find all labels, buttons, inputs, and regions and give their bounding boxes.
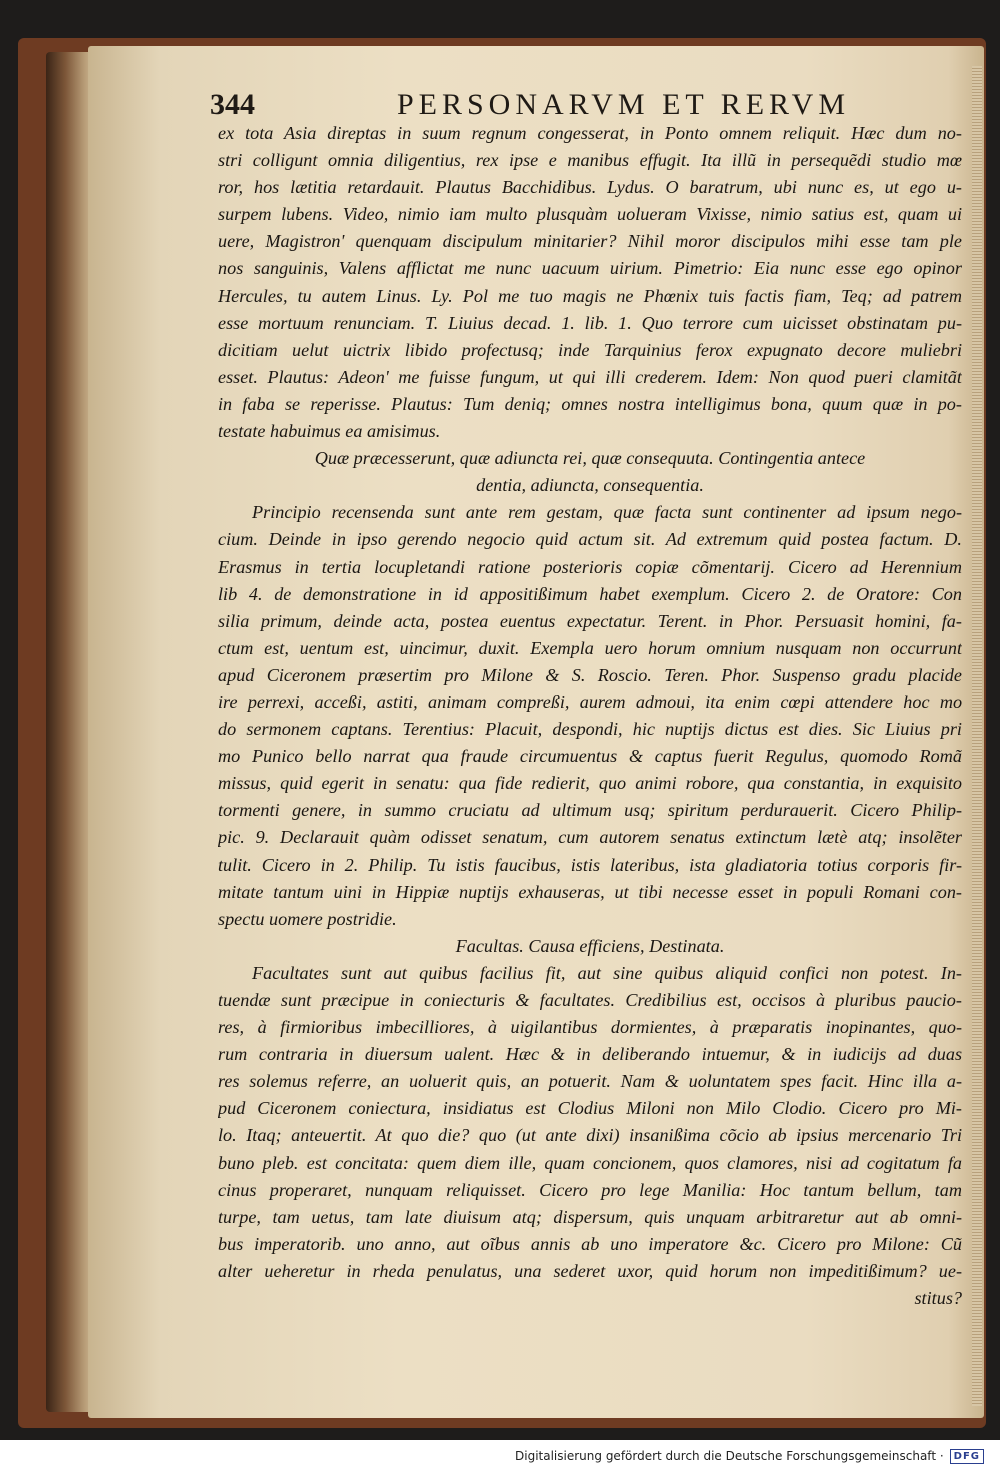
text-line: do sermonem captans. Terentius: Placuit, despondi, hic nuptijs dictus est dies. Sic Liuius pri [218,719,962,740]
text-line: ex tota Asia direptas in suum regnum congesserat, in Ponto omnem reliquit. Hæc dum no- [218,123,962,143]
text-line: Facultates sunt aut quibus facilius fit, aut sine quibus aliquid confici non potest. In- [252,962,962,983]
text-line: lo. Itaq; anteuertit. At quo die? quo (ut ante dixi) insanißima cõcio ab ipsius mercenario Tri [218,1125,962,1146]
text-line: apud Ciceronem præsertim pro Milone & S. Roscio. Teren. Phor. Suspenso gradu placide [218,664,962,685]
text-line: silia primum, deinde acta, postea euentus expectatur. Terent. in Phor. Persuasit homini, fa- [218,610,962,631]
footer-credit: Digitalisierung gefördert durch die Deutsche Forschungsgemeinschaft · [515,1449,944,1463]
text-line: lib 4. de demonstratione in id appositißimum habet exemplum. Cicero 2. de Oratore: Con [218,583,962,604]
text-line: Principio recensenda sunt ante rem gestam, quæ facta sunt continenter ad ipsum nego- [252,502,962,523]
running-head [210,88,850,122]
text-line: esse mortuum renunciam. T. Liuius decad. 1. lib. 1. Quo terrore cum uicisset obstinatam pu- [218,312,962,333]
text-line: res, à firmioribus imbecilliores, à uigilantibus dormientes, à præparatis inopinantes, quo- [218,1017,962,1038]
text-line: dicitiam uelut uictrix libido profectusq; inde Tarquinius ferox expugnato decore muliebri [218,339,962,360]
text-line: surpem lubens. Video, nimio iam multo plusquàm uolueram Vixisse, nimio satius est, quam ui [218,204,962,225]
text-line: cium. Deinde in ipso gerendo negocio quid actum sit. Ad extremum quid postea factum. D. [218,529,962,550]
text-line: spectu uomere postridie. [218,908,397,929]
text-line: pic. 9. Declarauit quàm odisset senatum, cum autorem senatus extinctum lætè atq; insolẽter [218,827,962,848]
text-line: stitus? [914,1288,962,1309]
text-line: buno pleb. est concitata: quem diem ille, quam concionem, quos clamores, nisi ad cogitatum fa [218,1152,962,1173]
text-line: uere, Magistron' quenquam discipulum minitarier? Nihil moror discipulos mihi esse tam ple [218,231,962,252]
text-line: dentia, adiuncta, consequentia. [476,475,704,496]
text-line: Facultas. Causa efficiens, Destinata. [455,935,725,956]
running-title: PERSONARVM ET RERVM [396,88,850,121]
text-line: stri colligunt omnia diligentius, rex ipse e manibus effugit. Ita illũ in persequẽdi studio mœ [218,150,962,171]
text-line: missus, quid egerit in senatu: qua fide redierit, quo animi robore, qua constantia, in exquisito [218,773,962,794]
text-line: Erasmus in tertia locupletandi ratione posterioris copiæ cõmentarij. Cicero ad Herennium [218,556,962,577]
text-line: testate habuimus ea amisimus. [218,421,441,442]
text-line: tuendæ sunt præcipue in coniecturis & facultates. Credibilius est, occisos à pluribus paucio- [218,990,962,1010]
text-line: in faba se reperisse. Plautus: Tum deniq; omnes nostra intelligimus bona, quum quæ in po- [218,393,962,414]
text-line: ctum est, uentum est, uincimur, duxit. Exempla uero horum omnium nusquam non occurrunt [218,637,962,658]
text-line: rum contraria in diuersum ualent. Hæc & in deliberando intuemur, & in iudicijs ad duas [218,1044,962,1065]
text-line: alter ueheretur in rheda penulatus, una sederet uxor, quid horum non impeditißimum? ue- [218,1260,962,1281]
text-line: tormenti genere, in summo cruciatu ad ultimum usq; spiritum perdurauerit. Cicero Philip- [218,800,962,821]
page-edges [972,66,982,1406]
dfg-logo: DFG [950,1449,984,1464]
text-line: turpe, tam uetus, tam late diuisum atq; dispersum, quis unquam arbitraretur aut ab omni- [218,1206,962,1227]
text-line: nos sanguinis, Valens afflictat me nunc uacuum uirium. Pimetrio: Eia nunc esse ego opinor [218,258,962,279]
text-line: pud Ciceronem coniectura, insidiatus est Clodius Miloni non Milo Clodio. Cicero pro Mi- [218,1098,962,1119]
text-line: Hercules, tu autem Linus. Ly. Pol me tuo magis ne Phœnix tuis factis fiam, Teq; ad patrem [218,285,962,306]
text-line: Quæ præcesserunt, quæ adiuncta rei, quæ consequuta. Contingentia antece [314,448,866,469]
text-line: cinus properaret, nunquam reliquisset. Cicero pro lege Manilia: Hoc tantum bellum, tam [218,1179,962,1200]
text-line: tulit. Cicero in 2. Philip. Tu istis faucibus, istis lateribus, ista gladiatoria totius corporis fir- [218,854,962,875]
text-line: res solemus referre, an uoluerit quis, an potuerit. Nam & uoluntatem spes facit. Hinc illa a- [218,1071,962,1092]
digitization-footer [0,1440,1000,1472]
text-line: bus imperatorib. uno anno, aut oĩbus annis ab uno imperatore &c. Cicero pro Milone: Cũ [218,1233,962,1254]
text-line: mo Punico bello narrat qua fraude circumuentus & captus fuerit Regulus, quomodo Romã [218,746,962,767]
text-line: mitate tantum uini in Hippiæ nuptijs exhauseras, ut tibi necesse esset in populi Romani con- [218,881,962,902]
body-text [218,120,962,1312]
text-line: esset. Plautus: Adeon' me fuisse fungum, ut qui illi crederem. Idem: Non quod pueri clamitãt [218,366,962,387]
text-line: ire perrexi, acceßi, astiti, animam compreßi, aurem admoui, ita enim cœpi attendere hoc mo [218,691,962,712]
text-line: ror, hos lætitia retardauit. Plautus Bacchidibus. Lydus. O baratrum, ubi nunc es, ut ego u- [218,177,962,198]
page-gutter [46,52,94,1412]
page-number: 344 [210,88,255,121]
